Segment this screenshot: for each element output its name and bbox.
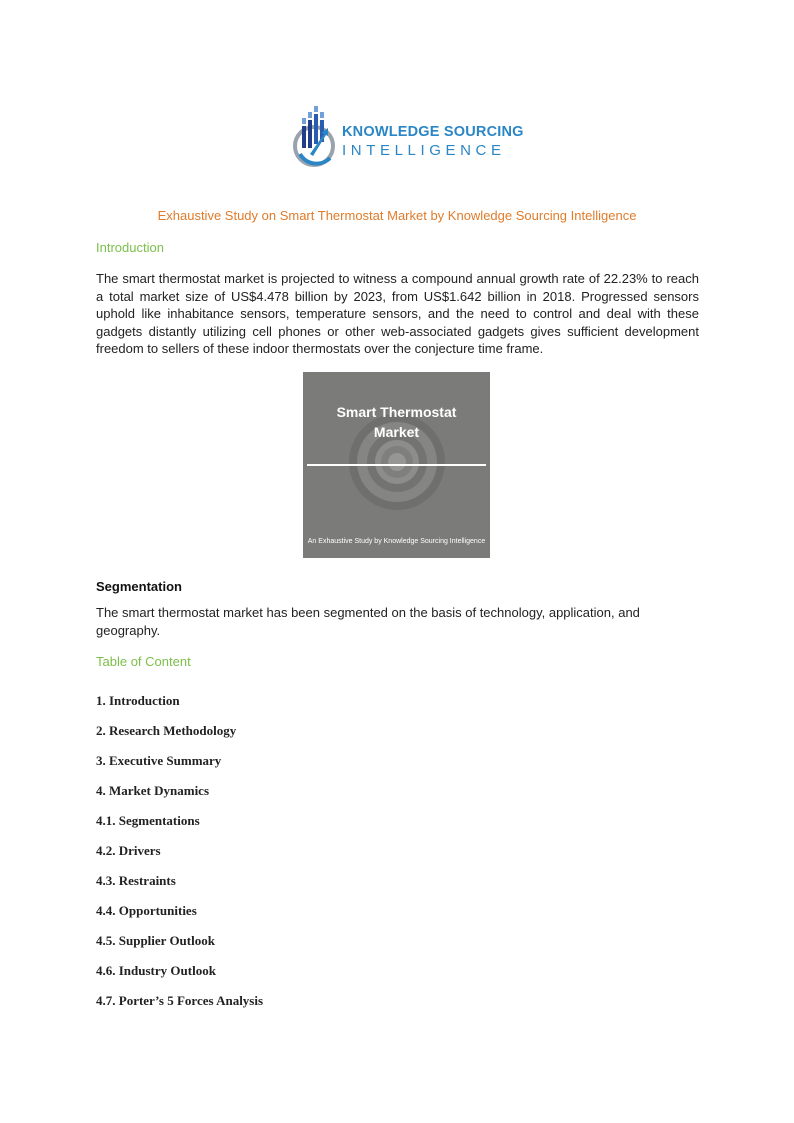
toc-item: 4.4. Opportunities: [96, 903, 197, 918]
document-title: Exhaustive Study on Smart Thermostat Market by Knowledge Sourcing Intelligence: [157, 208, 637, 223]
toc-item: 4.7. Porter’s 5 Forces Analysis: [96, 993, 264, 1008]
cover-title-line1: Smart Thermostat: [336, 404, 457, 420]
toc-item: 4.6. Industry Outlook: [96, 963, 216, 978]
toc-list: [96, 693, 263, 1023]
logo-emblem-icon: [290, 104, 340, 168]
logo-text-line1: KNOWLEDGE SOURCING: [342, 124, 524, 140]
cover-divider: [307, 464, 486, 466]
toc-heading: Table of Content: [96, 654, 191, 669]
introduction-body: The smart thermostat market is projected to witness a compound annual growth rate of 22.23% to reach a total market size of US$4.478 billion by 2023, from US$1.642 billion in 2018. Progressed sensors uphold like inhabitance sensors, temperature sensors, and the need to control and deal with these gadgets distantly utilizing cell phones or other web-associated gadgets gives sufficient development freedom to sellers of these indoor thermostats over the conjecture time frame.: [96, 271, 699, 357]
cover-title: [303, 402, 490, 442]
cover-title-line2: Market: [373, 424, 420, 440]
cover-subtitle: An Exhaustive Study by Knowledge Sourcing Intelligence: [307, 538, 486, 545]
report-cover-image: [303, 372, 490, 558]
segmentation-heading: Segmentation: [96, 579, 182, 594]
logo-text-line2: INTELLIGENCE: [342, 142, 506, 159]
toc-item: 4.5. Supplier Outlook: [96, 933, 215, 948]
toc-item: 1. Introduction: [96, 693, 180, 708]
toc-item: 2. Research Methodology: [96, 723, 237, 738]
toc-item: 3. Executive Summary: [96, 753, 222, 768]
toc-item: 4. Market Dynamics: [96, 783, 210, 798]
toc-item: 4.2. Drivers: [96, 843, 161, 858]
company-logo: [290, 104, 524, 168]
introduction-heading: Introduction: [96, 240, 164, 255]
toc-item: 4.1. Segmentations: [96, 813, 200, 828]
segmentation-body: The smart thermostat market has been segmented on the basis of technology, application, and geography.: [96, 605, 640, 638]
toc-item: 4.3. Restraints: [96, 873, 176, 888]
